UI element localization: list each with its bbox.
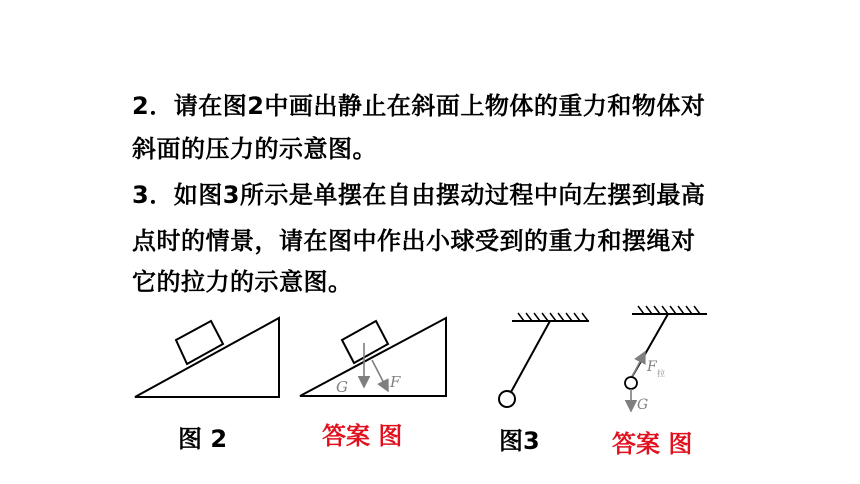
- block-on-incline: [176, 321, 223, 364]
- answer-block-on-incline: [342, 321, 388, 363]
- question-2-line-2: 斜面的压力的示意图。: [132, 135, 377, 163]
- ceiling-hatching: [518, 313, 588, 321]
- question-3-line-3: 它的拉力的示意图。: [132, 268, 353, 296]
- pendulum-string: [511, 321, 550, 392]
- answer-figure-3-caption: 答案 图: [612, 430, 693, 458]
- answer-ceiling-hatching: [638, 306, 700, 314]
- tension-subscript: 拉: [657, 369, 665, 378]
- pendulum-ball: [499, 391, 515, 407]
- question-2-line-1: 2．请在图2中画出静止在斜面上物体的重力和物体对: [132, 92, 706, 120]
- answer-figure-3-pendulum-diagram: [625, 306, 707, 413]
- gravity-label: G: [336, 378, 348, 396]
- figure-3-caption: 图3: [499, 427, 540, 455]
- tension-arrow: [632, 352, 645, 377]
- answer-gravity-label: G: [637, 397, 649, 413]
- pressure-label: F: [390, 373, 401, 391]
- figure-2-caption: 图 2: [178, 425, 228, 453]
- tension-label: F: [647, 359, 657, 375]
- figure-3-pendulum-diagram: [499, 313, 589, 407]
- answer-figure-2-caption: 答案 图: [322, 422, 403, 450]
- answer-pendulum-ball: [625, 377, 637, 389]
- figure-2-incline-diagram: [135, 318, 279, 397]
- answer-figure-2-incline-diagram: [300, 318, 446, 396]
- question-3-line-1: 3．如图3所示是单摆在自由摆动过程中向左摆到最高: [132, 181, 706, 209]
- question-3-line-2: 点时的情景，请在图中作出小球受到的重力和摆绳对: [132, 227, 696, 255]
- pressure-arrow: [372, 360, 388, 391]
